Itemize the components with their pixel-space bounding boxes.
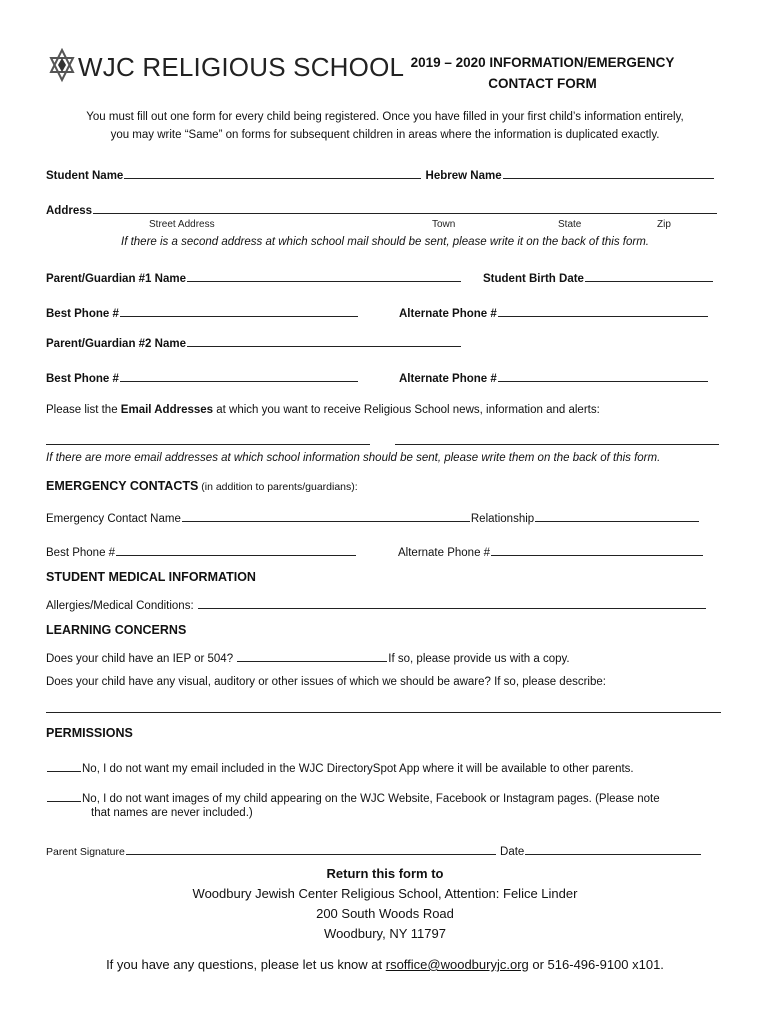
emergency-best-phone-field[interactable] xyxy=(116,543,356,556)
return-heading: Return this form to xyxy=(326,866,444,881)
return-address-line3: Woodbury, NY 11797 xyxy=(324,926,446,941)
emergency-alt-phone-field[interactable] xyxy=(491,543,703,556)
hebrew-name-field[interactable] xyxy=(503,166,714,179)
form-title-line2: CONTACT FORM xyxy=(488,76,597,91)
hebrew-name-label: Hebrew Name xyxy=(425,170,502,182)
parent1-alt-phone-row xyxy=(399,304,709,321)
alt-phone-label: Alternate Phone # xyxy=(399,308,497,320)
parent2-label: Parent/Guardian #2 Name xyxy=(46,338,186,350)
iep-row xyxy=(46,649,570,666)
street-address-caption: Street Address xyxy=(149,219,215,230)
iep-copy-note: If so, please provide us with a copy. xyxy=(388,653,570,665)
birth-date-label: Student Birth Date xyxy=(483,273,584,285)
form-title xyxy=(390,52,695,94)
return-address-line2: 200 South Woods Road xyxy=(316,906,454,921)
signature-field[interactable] xyxy=(126,842,496,855)
emergency-contact-label: Emergency Contact Name xyxy=(46,513,181,525)
state-caption: State xyxy=(558,219,582,230)
best-phone-label: Best Phone # xyxy=(46,373,119,385)
emergency-alt-phone-label: Alternate Phone # xyxy=(398,547,491,559)
relationship-field[interactable] xyxy=(535,509,699,522)
parent1-best-phone-row xyxy=(46,304,359,321)
star-of-david-icon xyxy=(48,48,76,84)
parent1-field[interactable] xyxy=(187,269,461,282)
email-field-1[interactable] xyxy=(46,432,370,445)
email-instructions-bold: Email Addresses xyxy=(120,404,214,416)
parent1-row xyxy=(46,269,462,286)
form-title-line1: 2019 – 2020 INFORMATION/EMERGENCY xyxy=(410,55,675,70)
birth-date-field[interactable] xyxy=(585,269,713,282)
permission-email-text: No, I do not want my email included in the WJC DirectorySpot App where it will be available to other parents. xyxy=(82,763,634,775)
address-row xyxy=(46,201,718,218)
iep-question: Does your child have an IEP or 504? xyxy=(46,653,237,665)
questions-suffix: or 516-496-9100 x101. xyxy=(528,957,664,972)
permission-images-row xyxy=(46,789,660,806)
emergency-alt-phone-row xyxy=(398,543,704,560)
town-caption: Town xyxy=(432,219,456,230)
permissions-heading: PERMISSIONS xyxy=(46,726,133,740)
allergies-field[interactable] xyxy=(198,596,706,609)
logo-text: WJC RELIGIOUS SCHOOL xyxy=(78,52,405,82)
intro-line1: You must fill out one form for every child being registered. Once you have filled in your first child’s information entirely, xyxy=(86,111,684,123)
permission-images-text: No, I do not want images of my child appearing on the WJC Website, Facebook or Instagram pages. (Please note xyxy=(82,793,660,805)
parent1-alt-phone-field[interactable] xyxy=(498,304,708,317)
emergency-best-phone-label: Best Phone # xyxy=(46,547,116,559)
contact-email-link[interactable]: rsoffice@woodburyjc.org xyxy=(385,957,529,972)
parent1-label: Parent/Guardian #1 Name xyxy=(46,273,186,285)
birth-date-row xyxy=(483,269,714,286)
second-address-note: If there is a second address at which school mail should be sent, please write it on the back of this form. xyxy=(121,236,649,248)
relationship-label: Relationship xyxy=(470,513,535,525)
parent2-best-phone-field[interactable] xyxy=(120,369,358,382)
student-name-row xyxy=(46,166,715,183)
email-instructions-prefix: Please list the xyxy=(46,404,121,416)
permission-images-checkbox[interactable] xyxy=(47,789,81,802)
emergency-best-phone-row xyxy=(46,543,357,560)
issues-field[interactable] xyxy=(46,700,721,713)
iep-field[interactable] xyxy=(237,649,387,662)
address-label: Address xyxy=(46,205,93,217)
emergency-contact-field[interactable] xyxy=(182,509,470,522)
best-phone-label: Best Phone # xyxy=(46,308,119,320)
permission-email-checkbox[interactable] xyxy=(47,759,81,772)
allergies-row xyxy=(46,596,707,613)
signature-label: Parent Signature xyxy=(46,846,125,858)
email-instructions xyxy=(46,403,600,417)
zip-caption: Zip xyxy=(657,219,671,230)
parent2-alt-phone-row xyxy=(399,369,709,386)
issues-question: Does your child have any visual, auditory or other issues of which we should be aware? If so, please describe: xyxy=(46,676,606,688)
emergency-heading-note: (in addition to parents/guardians): xyxy=(198,481,358,493)
permission-email-row xyxy=(46,759,634,776)
signature-row xyxy=(46,842,702,858)
date-label: Date xyxy=(496,846,525,858)
intro-line2: you may write “Same” on forms for subsequent children in areas where the information is duplicated exactly. xyxy=(110,129,660,141)
emergency-contact-row xyxy=(46,509,700,526)
medical-heading: STUDENT MEDICAL INFORMATION xyxy=(46,570,256,584)
email-instructions-suffix: at which you want to receive Religious School news, information and alerts: xyxy=(213,404,600,416)
alt-phone-label: Alternate Phone # xyxy=(399,373,497,385)
questions-line xyxy=(0,957,770,972)
parent2-row xyxy=(46,334,462,351)
student-name-label: Student Name xyxy=(46,170,124,182)
allergies-label: Allergies/Medical Conditions: xyxy=(46,600,197,612)
emergency-heading xyxy=(46,477,358,495)
more-emails-note: If there are more email addresses at which school information should be sent, please write them on the back of this form. xyxy=(46,452,661,464)
address-field[interactable] xyxy=(93,201,717,214)
parent2-best-phone-row xyxy=(46,369,359,386)
return-address-line1: Woodbury Jewish Center Religious School, Attention: Felice Linder xyxy=(192,886,578,901)
student-name-field[interactable] xyxy=(124,166,421,179)
parent2-alt-phone-field[interactable] xyxy=(498,369,708,382)
learning-heading: LEARNING CONCERNS xyxy=(46,623,187,637)
parent2-field[interactable] xyxy=(187,334,461,347)
parent1-best-phone-field[interactable] xyxy=(120,304,358,317)
questions-prefix: If you have any questions, please let us know at xyxy=(106,957,386,972)
date-field[interactable] xyxy=(525,842,701,855)
email-field-2[interactable] xyxy=(395,432,719,445)
emergency-heading-text: EMERGENCY CONTACTS xyxy=(46,479,199,493)
permission-images-text-cont: that names are never included.) xyxy=(91,807,253,819)
